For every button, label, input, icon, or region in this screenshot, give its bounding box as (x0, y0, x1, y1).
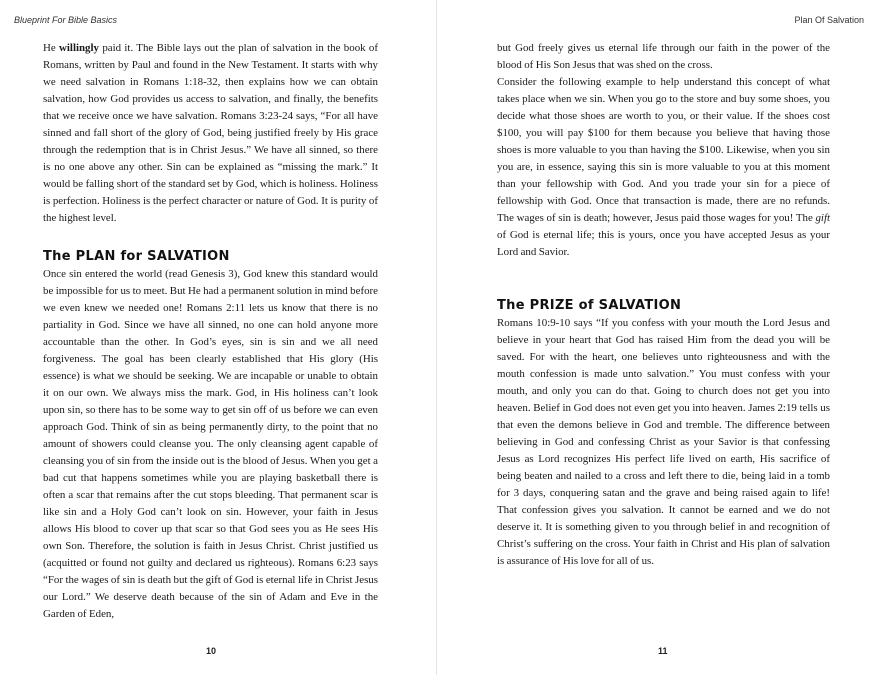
section-heading-plan: The PLAN for SALVATION (43, 249, 230, 264)
emphasis-willingly: willingly (59, 42, 99, 54)
right-page-number: 11 (658, 646, 668, 656)
right-p2-rest: of God is eternal life; this is yours, once you have accepted Jesus as your Lord and Savior. (497, 229, 830, 258)
right-paragraph-3: Romans 10:9-10 says “If you confess with your mouth the Lord Jesus and believe in your heart that God has raised Him from the dead you will be saved. For with the heart, one believes unto righteousness and with the mouth confession is made unto salvation.” You must confess with your mouth, and only you can do that. Going to church does not get you into heaven. Belief in God does not even get you into heaven. James 2:19 tells us that even the demons believe in God and tremble. The difference between believing in God and confessing Christ as your Savior is that confessing Jesus as Lord recognizes His perfect life lived on earth, His sacrifice of being beaten and nailed to a cross and left there to die, being laid in a tomb for 3 days, conquering satan and the grave and being raised again to life! That confession gives you salvation. It cannot be earned and we do not deserve it. It is something given to you through belief in and recognition of Christ’s suffering on the cross. Your faith in Christ and His plan of salvation is assurance of His love for all of us. (497, 317, 830, 567)
left-p1-rest: paid it. The Bible lays out the plan of salvation in the book of Romans, written by Paul and found in the New Testament. It starts with why we need salvation in Romans 1:18-32, then explains how we can obtain salvation, how God provides us access to salvation, and finally, the benefits that we receive once we have salvation. Romans 3:23-24 says, “For all have sinned and fall short of the glory of God, being justified freely by His grace through the redemption that is in Christ Jesus.” We have all sinned, so there is no one above any other. Sin can be explained as “missing the mark.” It would be falling short of the standard set by God, which is holiness. Holiness is perfection. Holiness is the perfect character or nature of God. It is purity of the highest level. (43, 42, 378, 224)
left-page-body (43, 40, 378, 623)
left-p1-start: He (43, 42, 60, 54)
left-paragraph-2: Once sin entered the world (read Genesis 3), God knew this standard would be impossible for us to meet. But He had a permanent solution in mind before we even knew we needed one! Romans 2:11 lets us know that there is no partiality in God. Since we have all sinned, no one can hold anyone more accountable than the other. In God’s eyes, sin is sin and we all need forgiveness. The goal has been clearly established that His glory (His essence) is what we should be seeking. We are incapable or unable to obtain it on our own. We always miss the mark. God, in His holiness can’t look upon sin, so there has to be some way to get sin off of us before we can even approach God. Think of sin as being permanently dirty, to the point that no amount of showers could cleanse you. The only cleansing agent capable of cleansing you of sin from the inside out is the blood of Jesus. When you get a bad cut that happens sometimes while you are playing basketball there is often a scar that remains after the cut stops bleeding. That permanent scar is like sin and a Holy God can’t look on sin. However, your faith in Jesus allows His blood to cover up that scar so that God sees you as He sees His own Son. Therefore, the solution is faith in Jesus Christ. Christ justified us (acquitted or found not guilty and declared us righteous). Romans 6:23 says “For the wages of sin is death but the gift of God is eternal life in Christ Jesus our Lord.” We deserve death because of the sin of Adam and Eve in the Garden of Eden, (43, 268, 378, 620)
right-page-body (497, 40, 830, 570)
left-page-number: 10 (206, 646, 217, 656)
emphasis-gift: gift (815, 212, 830, 224)
section-heading-prize: The PRIZE of SALVATION (497, 298, 682, 313)
right-running-head: Plan Of Salvation (794, 15, 864, 25)
right-p2-start: Consider the following example to help understand this concept of what takes place when we sin. When you go to the store and buy some shoes, you decide what those shoes are worth to you, or their value. If the shoes cost $100, you will pay $100 for them because you believe that having those shoes is more valuable to you than having the $100. Likewise, when you sin you are, in essence, saying this sin is more valuable to you at this moment than your fellowship with God. And you trade your sin for a piece of fellowship with God. Once that transaction is made, there are no refunds. The wages of sin is death; however, Jesus paid those wages for you! The (497, 76, 830, 224)
left-paragraph-1 (43, 40, 378, 227)
left-running-head: Blueprint For Bible Basics (14, 15, 118, 25)
gutter-divider (436, 0, 437, 675)
right-paragraph-2 (497, 74, 830, 261)
right-paragraph-1: but God freely gives us eternal life through our faith in the power of the blood of His Son Jesus that was shed on the cross. (497, 42, 830, 71)
